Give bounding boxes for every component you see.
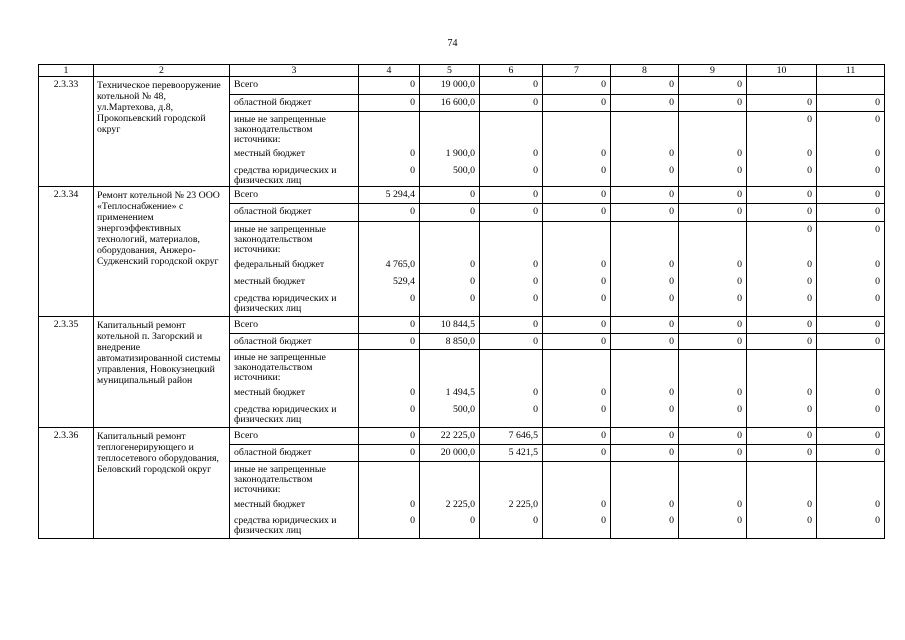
value-col-4: 5 294,4 <box>359 187 420 204</box>
value-col-6: 0 <box>480 513 543 539</box>
value-col-5 <box>420 350 480 385</box>
header-cell-11: 11 <box>817 65 885 77</box>
value-col-4: 0 <box>359 77 420 95</box>
value-col-4: 0 <box>359 317 420 334</box>
value-col-9: 0 <box>679 445 747 462</box>
value-col-6: 0 <box>480 146 543 163</box>
header-row <box>39 65 885 77</box>
value-col-6 <box>480 350 543 385</box>
value-col-7: 0 <box>543 402 611 428</box>
row-label: Всего <box>230 317 359 334</box>
value-col-7: 0 <box>543 385 611 402</box>
value-col-7: 0 <box>543 77 611 95</box>
value-col-10: 0 <box>747 204 817 222</box>
value-col-5: 1 494,5 <box>420 385 480 402</box>
row-total <box>39 77 885 95</box>
value-col-9: 0 <box>679 513 747 539</box>
value-col-5: 0 <box>420 257 480 274</box>
value-col-8: 0 <box>611 497 679 513</box>
value-col-9 <box>679 462 747 497</box>
value-col-10: 0 <box>747 445 817 462</box>
header-cell-4: 4 <box>359 65 420 77</box>
row-label: иные не запрещенные законодательством источники: <box>230 350 359 385</box>
value-col-4: 0 <box>359 428 420 445</box>
section-name: Капитальный ремонт котельной п. Загорский и внедрение автоматизированной системы управления, Новокузнецкий муниципальный район <box>94 317 230 428</box>
value-col-8: 0 <box>611 317 679 334</box>
value-col-4: 0 <box>359 95 420 112</box>
value-col-8: 0 <box>611 402 679 428</box>
value-col-6: 5 421,5 <box>480 445 543 462</box>
value-col-4: 0 <box>359 334 420 350</box>
value-col-5: 0 <box>420 204 480 222</box>
value-col-11: 0 <box>817 146 885 163</box>
value-col-4: 0 <box>359 402 420 428</box>
value-col-11 <box>817 462 885 497</box>
value-col-6: 7 646,5 <box>480 428 543 445</box>
header-cell-1: 1 <box>39 65 94 77</box>
value-col-10: 0 <box>747 163 817 187</box>
value-col-8 <box>611 350 679 385</box>
value-col-10: 0 <box>747 385 817 402</box>
section-code: 2.3.34 <box>39 187 94 317</box>
value-col-7: 0 <box>543 291 611 317</box>
page-number: 74 <box>447 38 458 49</box>
value-col-8 <box>611 462 679 497</box>
value-col-10 <box>747 462 817 497</box>
value-col-6: 0 <box>480 77 543 95</box>
value-col-4: 0 <box>359 146 420 163</box>
row-label: местный бюджет <box>230 497 359 513</box>
value-col-11: 0 <box>817 95 885 112</box>
row-total <box>39 187 885 204</box>
value-col-8: 0 <box>611 187 679 204</box>
value-col-8: 0 <box>611 445 679 462</box>
value-col-9: 0 <box>679 163 747 187</box>
value-col-10: 0 <box>747 274 817 291</box>
value-col-11: 0 <box>817 445 885 462</box>
row-label: федеральный бюджет <box>230 257 359 274</box>
value-col-5: 16 600,0 <box>420 95 480 112</box>
value-col-9: 0 <box>679 204 747 222</box>
value-col-9: 0 <box>679 187 747 204</box>
value-col-6 <box>480 462 543 497</box>
value-col-4: 0 <box>359 204 420 222</box>
value-col-10: 0 <box>747 513 817 539</box>
value-col-7: 0 <box>543 257 611 274</box>
value-col-5: 500,0 <box>420 402 480 428</box>
value-col-10: 0 <box>747 95 817 112</box>
value-col-4: 529,4 <box>359 274 420 291</box>
value-col-10: 0 <box>747 146 817 163</box>
value-col-9: 0 <box>679 428 747 445</box>
value-col-10: 0 <box>747 187 817 204</box>
value-col-9 <box>679 350 747 385</box>
value-col-11: 0 <box>817 317 885 334</box>
row-label: областной бюджет <box>230 95 359 112</box>
value-col-9: 0 <box>679 402 747 428</box>
value-col-11: 0 <box>817 334 885 350</box>
row-label: областной бюджет <box>230 334 359 350</box>
section-name: Капитальный ремонт теплогенерирующего и теплосетевого оборудования, Беловский городской округ <box>94 428 230 539</box>
value-col-4 <box>359 350 420 385</box>
value-col-8: 0 <box>611 146 679 163</box>
section-2-3-36 <box>39 428 885 539</box>
value-col-7: 0 <box>543 187 611 204</box>
value-col-5: 0 <box>420 187 480 204</box>
row-label: Всего <box>230 77 359 95</box>
value-col-8: 0 <box>611 163 679 187</box>
value-col-5 <box>420 112 480 146</box>
value-col-11: 0 <box>817 204 885 222</box>
header-cell-9: 9 <box>679 65 747 77</box>
value-col-5: 10 844,5 <box>420 317 480 334</box>
value-col-9: 0 <box>679 291 747 317</box>
section-code: 2.3.33 <box>39 77 94 187</box>
row-label: областной бюджет <box>230 445 359 462</box>
value-col-5: 8 850,0 <box>420 334 480 350</box>
value-col-7 <box>543 350 611 385</box>
value-col-5: 0 <box>420 291 480 317</box>
value-col-9: 0 <box>679 334 747 350</box>
row-label: местный бюджет <box>230 385 359 402</box>
value-col-5: 1 900,0 <box>420 146 480 163</box>
header-cell-7: 7 <box>543 65 611 77</box>
value-col-9 <box>679 112 747 146</box>
value-col-11: 0 <box>817 402 885 428</box>
value-col-4 <box>359 222 420 257</box>
value-col-6: 0 <box>480 257 543 274</box>
value-col-8 <box>611 112 679 146</box>
value-col-11: 0 <box>817 222 885 257</box>
value-col-8: 0 <box>611 95 679 112</box>
value-col-5: 19 000,0 <box>420 77 480 95</box>
value-col-9: 0 <box>679 95 747 112</box>
value-col-6: 0 <box>480 163 543 187</box>
value-col-7: 0 <box>543 163 611 187</box>
value-col-5: 0 <box>420 274 480 291</box>
row-total <box>39 428 885 445</box>
row-label: средства юридических и физических лиц <box>230 402 359 428</box>
value-col-7: 0 <box>543 497 611 513</box>
value-col-4 <box>359 462 420 497</box>
table-header <box>39 65 885 77</box>
value-col-7 <box>543 222 611 257</box>
row-label: средства юридических и физических лиц <box>230 291 359 317</box>
section-2-3-34 <box>39 187 885 317</box>
value-col-11 <box>817 350 885 385</box>
value-col-11: 0 <box>817 163 885 187</box>
value-col-7: 0 <box>543 428 611 445</box>
row-label: местный бюджет <box>230 146 359 163</box>
value-col-8: 0 <box>611 204 679 222</box>
section-name: Техническое перевооружение котельной № 48, ул.Мартехова, д.8, Прокопьевский городской округ <box>94 77 230 187</box>
value-col-11: 0 <box>817 291 885 317</box>
header-cell-6: 6 <box>480 65 543 77</box>
value-col-5 <box>420 462 480 497</box>
value-col-4: 0 <box>359 445 420 462</box>
value-col-7 <box>543 462 611 497</box>
value-col-11: 0 <box>817 428 885 445</box>
value-col-7: 0 <box>543 334 611 350</box>
value-col-6 <box>480 222 543 257</box>
value-col-11: 0 <box>817 112 885 146</box>
row-label: иные не запрещенные законодательством источники: <box>230 112 359 146</box>
value-col-8: 0 <box>611 513 679 539</box>
value-col-10: 0 <box>747 257 817 274</box>
value-col-4 <box>359 112 420 146</box>
value-col-10: 0 <box>747 497 817 513</box>
value-col-10 <box>747 350 817 385</box>
value-col-5: 2 225,0 <box>420 497 480 513</box>
row-total <box>39 317 885 334</box>
value-col-7: 0 <box>543 445 611 462</box>
value-col-4: 4 765,0 <box>359 257 420 274</box>
row-label: областной бюджет <box>230 204 359 222</box>
value-col-10 <box>747 77 817 95</box>
row-label: местный бюджет <box>230 274 359 291</box>
value-col-7: 0 <box>543 204 611 222</box>
section-2-3-35 <box>39 317 885 428</box>
value-col-4: 0 <box>359 385 420 402</box>
value-col-8: 0 <box>611 428 679 445</box>
value-col-6: 0 <box>480 402 543 428</box>
value-col-9 <box>679 222 747 257</box>
value-col-7: 0 <box>543 513 611 539</box>
value-col-9: 0 <box>679 497 747 513</box>
value-col-7: 0 <box>543 146 611 163</box>
value-col-4: 0 <box>359 497 420 513</box>
value-col-5: 22 225,0 <box>420 428 480 445</box>
value-col-9: 0 <box>679 146 747 163</box>
row-label: иные не запрещенные законодательством источники: <box>230 222 359 257</box>
value-col-6 <box>480 112 543 146</box>
value-col-8: 0 <box>611 334 679 350</box>
value-col-8 <box>611 222 679 257</box>
value-col-10: 0 <box>747 222 817 257</box>
value-col-9: 0 <box>679 385 747 402</box>
value-col-5: 0 <box>420 513 480 539</box>
value-col-10: 0 <box>747 317 817 334</box>
value-col-5: 500,0 <box>420 163 480 187</box>
header-cell-8: 8 <box>611 65 679 77</box>
financing-table <box>38 64 885 539</box>
value-col-10: 0 <box>747 334 817 350</box>
value-col-5 <box>420 222 480 257</box>
value-col-6: 0 <box>480 385 543 402</box>
value-col-8: 0 <box>611 291 679 317</box>
row-label: иные не запрещенные законодательством источники: <box>230 462 359 497</box>
value-col-11: 0 <box>817 187 885 204</box>
value-col-4: 0 <box>359 163 420 187</box>
value-col-5: 20 000,0 <box>420 445 480 462</box>
section-name: Ремонт котельной № 23 ООО «Теплоснабжение» с применением энергоэффективных технологий, материалов, оборудования, Анжеро-Судженский городской округ <box>94 187 230 317</box>
value-col-10: 0 <box>747 428 817 445</box>
value-col-6: 0 <box>480 274 543 291</box>
value-col-4: 0 <box>359 513 420 539</box>
value-col-11: 0 <box>817 257 885 274</box>
value-col-6: 0 <box>480 334 543 350</box>
header-cell-5: 5 <box>420 65 480 77</box>
value-col-8: 0 <box>611 77 679 95</box>
header-cell-10: 10 <box>747 65 817 77</box>
row-label: Всего <box>230 187 359 204</box>
section-2-3-33 <box>39 77 885 187</box>
value-col-6: 2 225,0 <box>480 497 543 513</box>
value-col-11: 0 <box>817 274 885 291</box>
value-col-11: 0 <box>817 513 885 539</box>
value-col-7: 0 <box>543 317 611 334</box>
value-col-7: 0 <box>543 95 611 112</box>
value-col-9: 0 <box>679 257 747 274</box>
value-col-10: 0 <box>747 402 817 428</box>
value-col-10: 0 <box>747 112 817 146</box>
value-col-6: 0 <box>480 187 543 204</box>
row-label: Всего <box>230 428 359 445</box>
value-col-11: 0 <box>817 385 885 402</box>
value-col-6: 0 <box>480 317 543 334</box>
value-col-7: 0 <box>543 274 611 291</box>
value-col-9: 0 <box>679 274 747 291</box>
value-col-8: 0 <box>611 257 679 274</box>
row-label: средства юридических и физических лиц <box>230 163 359 187</box>
header-cell-2: 2 <box>94 65 230 77</box>
value-col-8: 0 <box>611 274 679 291</box>
value-col-10: 0 <box>747 291 817 317</box>
value-col-4: 0 <box>359 291 420 317</box>
section-code: 2.3.36 <box>39 428 94 539</box>
section-code: 2.3.35 <box>39 317 94 428</box>
value-col-9: 0 <box>679 77 747 95</box>
value-col-6: 0 <box>480 95 543 112</box>
header-cell-3: 3 <box>230 65 359 77</box>
row-label: средства юридических и физических лиц <box>230 513 359 539</box>
value-col-7 <box>543 112 611 146</box>
value-col-6: 0 <box>480 291 543 317</box>
value-col-8: 0 <box>611 385 679 402</box>
value-col-11: 0 <box>817 497 885 513</box>
value-col-11 <box>817 77 885 95</box>
value-col-6: 0 <box>480 204 543 222</box>
value-col-9: 0 <box>679 317 747 334</box>
